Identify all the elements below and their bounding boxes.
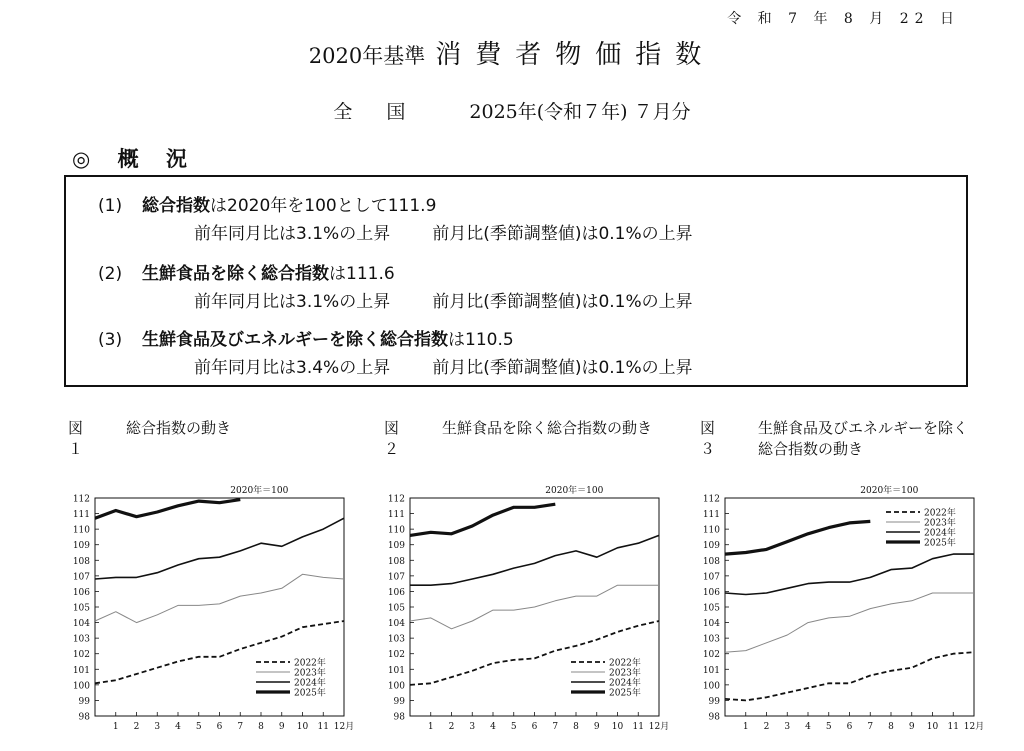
x-tick-label: 1 — [427, 722, 434, 732]
summary-item-value: は110.5 — [448, 330, 514, 350]
x-tick-label: 1 — [742, 722, 749, 732]
x-tick-label: 6 — [846, 722, 853, 732]
y-tick-label: 101 — [72, 665, 90, 676]
legend-label: 2024年 — [294, 678, 326, 689]
figure-caption-text: 生鮮食品を除く総合指数の動き — [442, 419, 653, 437]
y-tick-label: 107 — [72, 572, 90, 583]
y-tick-label: 112 — [702, 494, 720, 505]
y-tick-label: 111 — [387, 510, 405, 521]
y-tick-label: 103 — [72, 634, 90, 645]
series-line — [725, 652, 974, 700]
x-tick-label: 3 — [469, 722, 476, 732]
title-main: 消費者物価指数 — [435, 40, 716, 70]
x-tick-label: 9 — [278, 722, 285, 732]
y-tick-label: 109 — [387, 541, 405, 552]
x-tick-label: 5 — [510, 722, 517, 732]
y-tick-label: 108 — [702, 556, 720, 567]
x-axis-label: 12月 — [333, 722, 355, 732]
x-axis-label: 12月 — [963, 722, 985, 732]
summary-item-value: は2020年を100として111.9 — [210, 196, 437, 216]
y-tick-label: 99 — [78, 696, 90, 707]
series-line — [95, 500, 240, 519]
chart-cpi-overall — [62, 484, 355, 740]
y-tick-label: 110 — [702, 525, 720, 536]
x-tick-label: 7 — [552, 722, 559, 732]
summary-item-number: (3) — [98, 330, 123, 350]
mom-text: 前月比(季節調整値)は0.1%の上昇 — [432, 292, 693, 312]
series-line — [725, 521, 870, 554]
period-label: 2025年(令和７年) ７月分 — [469, 101, 691, 123]
title-prefix: 2020年基準 — [308, 44, 426, 68]
figure-number: 図３ — [700, 419, 716, 458]
y-tick-label: 100 — [72, 681, 90, 692]
legend-label: 2022年 — [609, 658, 641, 669]
summary-item-number: (1) — [98, 196, 123, 216]
y-tick-label: 108 — [72, 556, 90, 567]
y-tick-label: 110 — [387, 525, 405, 536]
y-tick-label: 98 — [708, 712, 720, 723]
x-tick-label: 5 — [825, 722, 832, 732]
mom-text: 前月比(季節調整値)は0.1%の上昇 — [432, 224, 693, 244]
series-line — [725, 593, 974, 652]
x-tick-label: 1 — [112, 722, 119, 732]
x-tick-label: 7 — [237, 722, 244, 732]
series-line — [410, 504, 555, 535]
y-tick-label: 106 — [72, 587, 90, 598]
summary-item-label: 生鮮食品及びエネルギーを除く総合指数 — [142, 330, 448, 350]
y-tick-label: 110 — [72, 525, 90, 536]
y-tick-label: 107 — [387, 572, 405, 583]
y-tick-label: 106 — [702, 587, 720, 598]
x-tick-label: 10 — [611, 722, 624, 732]
page-subtitle — [0, 97, 1024, 124]
yoy-text: 前年同月比は3.1%の上昇 — [194, 224, 391, 244]
x-tick-label: 6 — [531, 722, 538, 732]
x-tick-label: 10 — [296, 722, 309, 732]
region-label: 全国 — [333, 101, 440, 123]
y-tick-label: 108 — [387, 556, 405, 567]
x-tick-label: 11 — [632, 722, 644, 732]
x-tick-label: 9 — [593, 722, 600, 732]
y-tick-label: 101 — [702, 665, 720, 676]
x-tick-label: 11 — [947, 722, 959, 732]
legend-label: 2022年 — [294, 658, 326, 669]
figure-number: 図１ — [68, 419, 84, 458]
release-date: 令 和 7 年 8 月 22 日 — [727, 11, 960, 27]
x-tick-label: 6 — [216, 722, 223, 732]
y-tick-label: 101 — [387, 665, 405, 676]
legend-label: 2023年 — [294, 668, 326, 679]
y-tick-label: 102 — [387, 650, 405, 661]
legend-label: 2023年 — [609, 668, 641, 679]
figure-caption-text: 総合指数の動き — [126, 419, 232, 437]
legend-label: 2025年 — [294, 688, 326, 699]
x-tick-label: 4 — [175, 722, 181, 732]
y-tick-label: 107 — [702, 572, 720, 583]
series-line — [410, 535, 659, 585]
x-tick-label: 3 — [154, 722, 161, 732]
series-line — [95, 518, 344, 579]
y-tick-label: 103 — [387, 634, 405, 645]
y-tick-label: 105 — [702, 603, 720, 614]
mom-text: 前月比(季節調整値)は0.1%の上昇 — [432, 358, 693, 378]
y-tick-label: 104 — [72, 619, 90, 630]
y-tick-label: 112 — [72, 494, 90, 505]
summary-item-number: (2) — [98, 264, 123, 284]
series-line — [725, 554, 974, 594]
y-tick-label: 103 — [702, 634, 720, 645]
y-tick-label: 105 — [72, 603, 90, 614]
y-tick-label: 99 — [708, 696, 720, 707]
y-tick-label: 104 — [387, 619, 405, 630]
y-tick-label: 100 — [387, 681, 405, 692]
x-tick-label: 2 — [763, 722, 770, 732]
summary-item-detail — [194, 353, 693, 378]
summary-item-detail — [194, 219, 693, 244]
x-tick-label: 10 — [926, 722, 939, 732]
legend-label: 2025年 — [609, 688, 641, 699]
base-year-note: 2020年＝100 — [860, 486, 919, 496]
y-tick-label: 98 — [78, 712, 90, 723]
x-tick-label: 9 — [908, 722, 915, 732]
y-tick-label: 100 — [702, 681, 720, 692]
summary-item-label: 生鮮食品を除く総合指数 — [142, 264, 329, 284]
chart-cpi-excl-fresh-food — [377, 484, 670, 740]
legend-label: 2023年 — [924, 518, 956, 529]
y-tick-label: 111 — [72, 510, 90, 521]
y-tick-label: 98 — [393, 712, 405, 723]
y-tick-label: 99 — [393, 696, 405, 707]
x-tick-label: 7 — [867, 722, 874, 732]
figure-caption-text: 生鮮食品及びエネルギーを除く総合指数の動き — [758, 419, 969, 458]
summary-item — [98, 325, 514, 350]
x-tick-label: 2 — [133, 722, 140, 732]
x-tick-label: 5 — [195, 722, 202, 732]
summary-item-value: は111.6 — [329, 264, 395, 284]
x-tick-label: 11 — [317, 722, 329, 732]
x-tick-label: 4 — [490, 722, 496, 732]
y-tick-label: 105 — [387, 603, 405, 614]
figure-number: 図２ — [384, 419, 400, 458]
summary-box — [64, 175, 968, 387]
summary-item-detail — [194, 287, 693, 312]
x-axis-label: 12月 — [648, 722, 670, 732]
legend-label: 2024年 — [924, 528, 956, 539]
x-tick-label: 4 — [805, 722, 811, 732]
legend-label: 2025年 — [924, 538, 956, 549]
x-tick-label: 8 — [573, 722, 579, 732]
x-tick-label: 2 — [448, 722, 455, 732]
y-tick-label: 102 — [72, 650, 90, 661]
page-title — [0, 34, 1024, 71]
summary-item-label: 総合指数 — [142, 196, 210, 216]
section-title: ◎ 概 況 — [72, 147, 197, 171]
yoy-text: 前年同月比は3.1%の上昇 — [194, 292, 391, 312]
y-tick-label: 102 — [702, 650, 720, 661]
series-line — [95, 574, 344, 622]
y-tick-label: 109 — [702, 541, 720, 552]
y-tick-label: 109 — [72, 541, 90, 552]
base-year-note: 2020年＝100 — [230, 486, 289, 496]
summary-item — [98, 259, 395, 284]
summary-item — [98, 191, 436, 216]
y-tick-label: 112 — [387, 494, 405, 505]
y-tick-label: 106 — [387, 587, 405, 598]
y-tick-label: 104 — [702, 619, 720, 630]
legend-label: 2022年 — [924, 508, 956, 519]
x-tick-label: 8 — [888, 722, 894, 732]
legend-label: 2024年 — [609, 678, 641, 689]
x-tick-label: 3 — [784, 722, 791, 732]
y-tick-label: 111 — [702, 510, 720, 521]
series-line — [410, 585, 659, 629]
yoy-text: 前年同月比は3.4%の上昇 — [194, 358, 391, 378]
base-year-note: 2020年＝100 — [545, 486, 604, 496]
x-tick-label: 8 — [258, 722, 264, 732]
chart-cpi-excl-fresh-food-energy — [692, 484, 985, 740]
